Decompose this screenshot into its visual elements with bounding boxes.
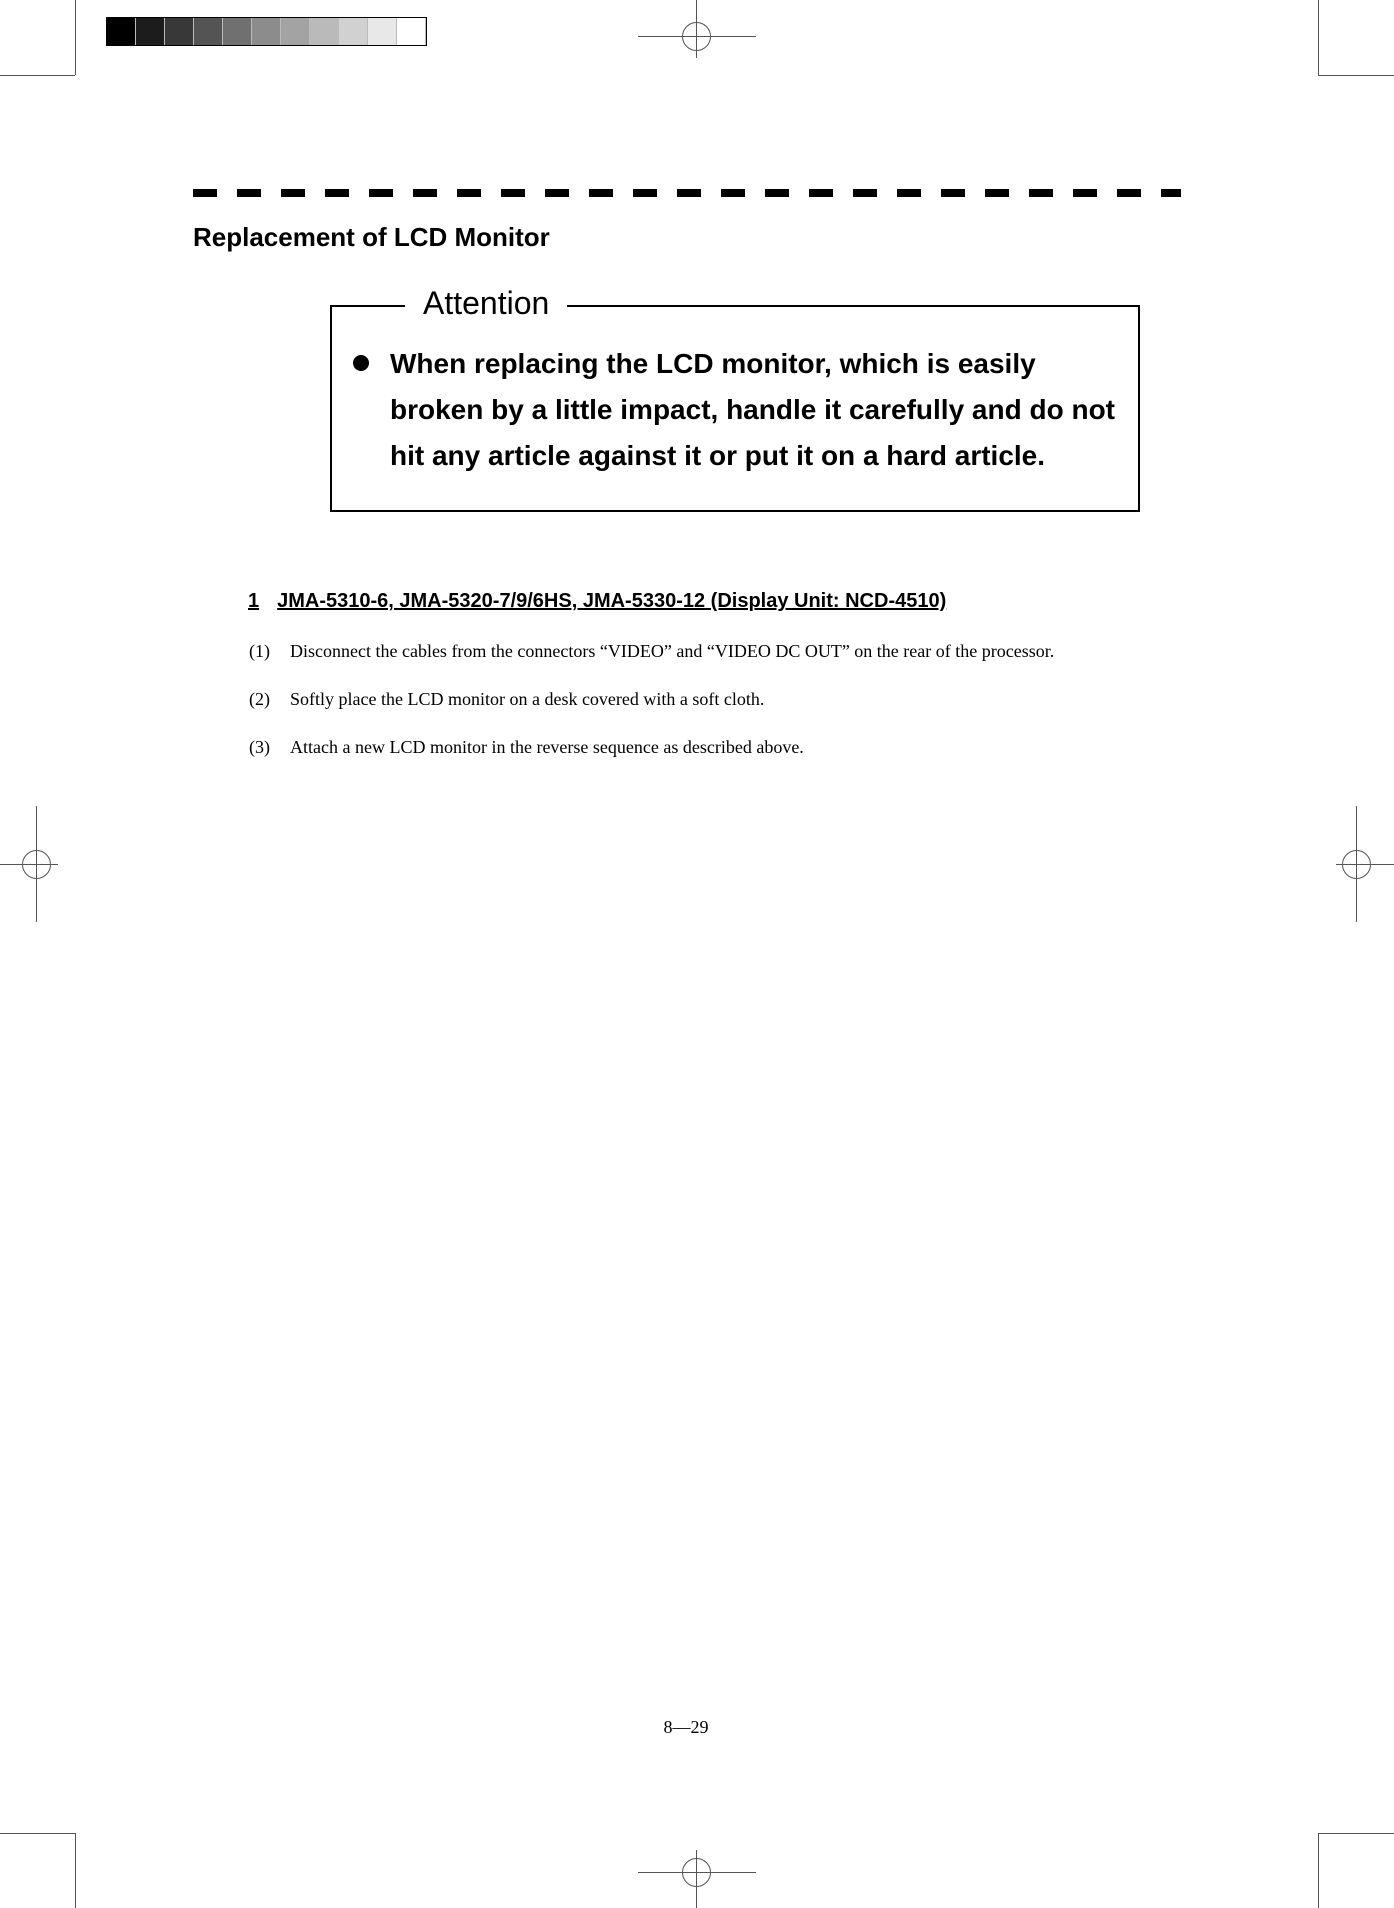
subsection-title: JMA-5310-6, JMA-5320-7/9/6HS, JMA-5330-12 (Display Unit: NCD-4510) bbox=[277, 590, 947, 612]
attention-label: Attention bbox=[405, 285, 567, 322]
dashed-separator bbox=[193, 189, 1181, 197]
step-text: Softly place the LCD monitor on a desk covered with a soft cloth. bbox=[290, 689, 765, 709]
step-3 bbox=[249, 737, 804, 758]
step-number: (2) bbox=[249, 689, 270, 709]
subsection-number: 1 bbox=[248, 590, 260, 612]
step-2 bbox=[249, 689, 764, 710]
gray-swatch bbox=[252, 18, 281, 45]
page-number: 8—29 bbox=[663, 1717, 709, 1737]
gray-swatch bbox=[223, 18, 252, 45]
step-text: Attach a new LCD monitor in the reverse sequence as described above. bbox=[290, 737, 804, 757]
gray-swatch bbox=[107, 18, 136, 45]
attention-text: When replacing the LCD monitor, which is easily broken by a little impact, handle it carefully and do not hit any article against it or put it on a hard article. bbox=[390, 348, 1116, 471]
step-number: (1) bbox=[249, 641, 270, 661]
section-title: Replacement of LCD Monitor bbox=[193, 222, 550, 252]
step-1 bbox=[249, 641, 1054, 662]
gray-swatch bbox=[136, 18, 165, 45]
gray-swatch bbox=[281, 18, 310, 45]
bullet-icon bbox=[353, 355, 369, 371]
gray-swatch bbox=[194, 18, 223, 45]
grayscale-strip bbox=[106, 17, 427, 46]
gray-swatch bbox=[339, 18, 368, 45]
step-text: Disconnect the cables from the connectors “VIDEO” and “VIDEO DC OUT” on the rear of the processor. bbox=[290, 641, 1055, 661]
gray-swatch bbox=[397, 18, 426, 45]
gray-swatch bbox=[310, 18, 339, 45]
step-number: (3) bbox=[249, 737, 270, 757]
subsection-heading bbox=[248, 590, 946, 613]
gray-swatch bbox=[165, 18, 194, 45]
gray-swatch bbox=[368, 18, 397, 45]
